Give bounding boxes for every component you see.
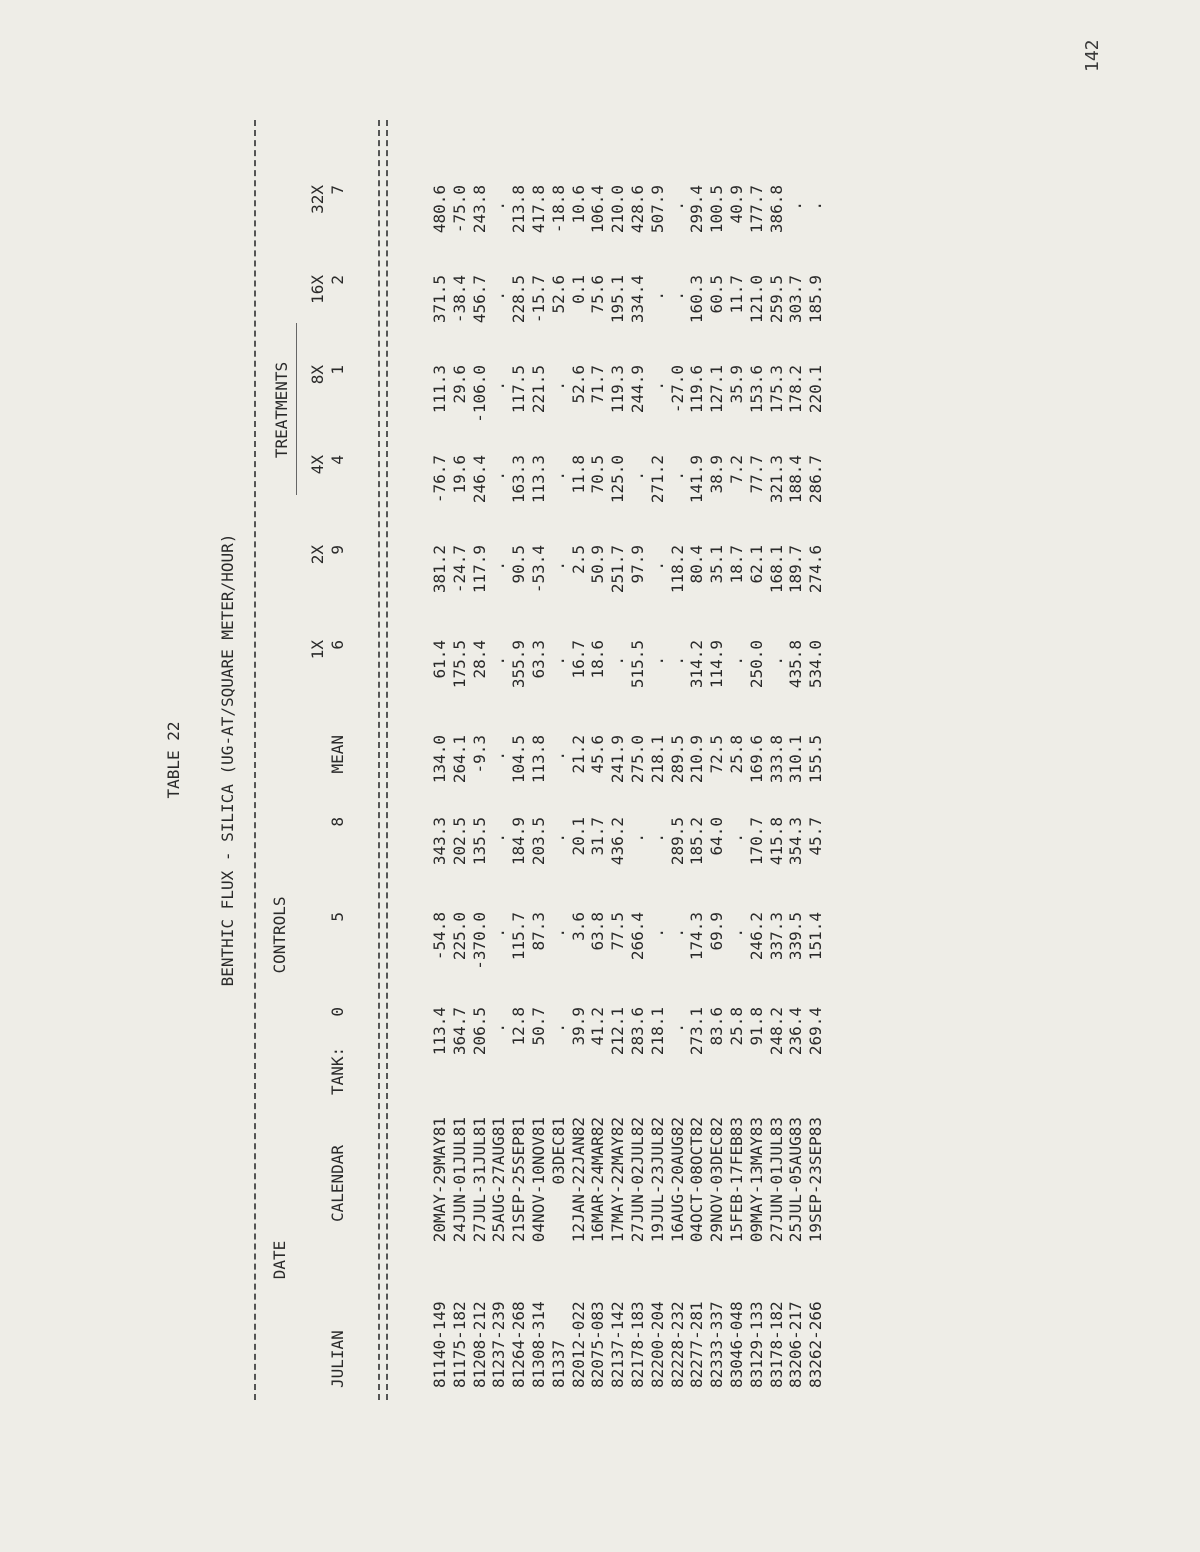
cell-value: . [667,656,687,666]
cell-value: . [647,656,667,666]
cell-value: . [548,656,568,666]
cell-value: -76.7 [430,455,449,504]
cell-value: 271.2 [647,455,667,504]
cell-value: 106.4 [588,185,608,234]
cell-value: 243.8 [469,185,489,234]
cell-julian: 82200-204 [647,1301,667,1388]
cell-value: 10.6 [568,185,588,224]
header-tank-label: TANK: [328,1046,347,1095]
header-rule-2 [386,120,388,1400]
cell-value: 225.0 [449,912,469,961]
cell-value: 2.5 [568,545,588,574]
cell-value: 100.5 [707,185,727,234]
cell-value: 50.7 [529,1007,548,1046]
cell-value: 195.1 [608,275,628,324]
cell-value: 91.8 [746,1007,766,1046]
cell-value: . [489,928,509,938]
cell-value: . [667,201,687,211]
cell-value: . [667,471,687,481]
cell-value: 339.5 [786,912,806,961]
cell-value: 135.5 [469,817,489,866]
header-julian: JULIAN [328,1330,347,1388]
cell-value: 160.3 [687,275,707,324]
cell-value: 155.5 [806,735,826,784]
cell-value: 456.7 [469,275,489,324]
cell-value: -38.4 [449,275,469,324]
cell-value: 7.2 [727,455,746,484]
cell-julian: 81175-182 [449,1301,469,1388]
cell-value: -9.3 [469,735,489,774]
cell-value: . [628,471,647,481]
cell-value: 210.0 [608,185,628,234]
cell-value: 20.1 [568,817,588,856]
cell-value: 170.7 [746,817,766,866]
cell-value: . [628,833,647,843]
column-header-tank: 7 [328,185,347,195]
group-header-controls: CONTROLS [270,896,289,974]
cell-value: 119.6 [687,365,707,414]
cell-value: 117.5 [509,365,529,414]
cell-value: 63.8 [588,912,608,951]
cell-value: . [647,291,667,301]
cell-value: 206.5 [469,1007,489,1056]
table-title: TABLE 22 [164,721,183,799]
top-rule [254,120,256,1400]
cell-value: . [608,656,628,666]
cell-value: -18.8 [548,185,568,234]
cell-value: . [806,201,826,211]
cell-julian: 82012-022 [568,1301,588,1388]
cell-calendar: 29NOV-03DEC82 [707,1117,727,1243]
cell-julian: 81140-149 [430,1301,449,1388]
cell-value: 151.4 [806,912,826,961]
cell-value: . [489,833,509,843]
cell-value: 321.3 [766,455,786,504]
cell-value: 3.6 [568,912,588,941]
cell-value: 251.7 [608,545,628,594]
column-header-tank: 2 [328,275,347,285]
column-header-tank: MEAN [328,735,347,774]
cell-value: 221.5 [529,365,548,414]
cell-value: . [489,561,509,571]
group-header-date: DATE [270,1240,289,1280]
cell-value: 28.4 [469,640,489,679]
cell-value: . [548,381,568,391]
cell-value: 333.8 [766,735,786,784]
table-subtitle: BENTHIC FLUX - SILICA (UG-AT/SQUARE METER/HOUR) [218,533,237,987]
cell-value: 178.2 [786,365,806,414]
cell-value: 202.5 [449,817,469,866]
cell-julian: 83129-133 [746,1301,766,1388]
cell-value: . [489,656,509,666]
cell-value: 303.7 [786,275,806,324]
cell-value: 213.8 [509,185,529,234]
cell-value: 188.4 [786,455,806,504]
cell-value: -27.0 [667,365,687,414]
cell-value: 77.7 [746,455,766,494]
cell-value: 212.1 [608,1007,628,1056]
cell-calendar: 25AUG-27AUG81 [489,1117,509,1243]
cell-value: 248.2 [766,1007,786,1056]
cell-value: 218.1 [647,735,667,784]
cell-value: 45.7 [806,817,826,856]
cell-calendar: 27JUN-01JUL83 [766,1117,786,1243]
cell-value: 203.5 [529,817,548,866]
cell-value: 236.4 [786,1007,806,1056]
cell-value: 218.1 [647,1007,667,1056]
cell-value: 64.0 [707,817,727,856]
cell-value: 113.8 [529,735,548,784]
cell-value: . [647,833,667,843]
cell-value: 169.6 [746,735,766,784]
column-header-tank: 6 [328,640,347,650]
cell-value: 118.2 [667,545,687,594]
cell-value: . [489,201,509,211]
cell-value: 21.2 [568,735,588,774]
cell-value: 175.3 [766,365,786,414]
cell-value: 273.1 [687,1007,707,1056]
cell-calendar: 12JAN-22JAN82 [568,1117,588,1243]
cell-calendar: 16AUG-20AUG82 [667,1117,687,1243]
cell-value: 12.8 [509,1007,529,1046]
cell-value: 11.8 [568,455,588,494]
cell-value: 18.6 [588,640,608,679]
cell-value: 87.3 [529,912,548,951]
cell-value: 52.6 [548,275,568,314]
cell-value: 289.5 [667,735,687,784]
cell-value: 83.6 [707,1007,727,1046]
cell-value: 274.6 [806,545,826,594]
cell-value: 244.9 [628,365,647,414]
cell-julian: 82333-337 [707,1301,727,1388]
header-rule-1 [378,120,380,1400]
rotated-table [160,120,1160,1400]
cell-julian: 83262-266 [806,1301,826,1388]
cell-value: . [548,751,568,761]
cell-value: 334.4 [628,275,647,324]
cell-value: . [667,1023,687,1033]
cell-value: 115.7 [509,912,529,961]
cell-value: 354.3 [786,817,806,866]
cell-value: 35.1 [707,545,727,584]
cell-calendar: 16MAR-24MAR82 [588,1117,608,1243]
cell-value: 72.5 [707,735,727,774]
cell-value: 69.9 [707,912,727,951]
cell-julian: 81337 [548,1339,568,1388]
cell-value: 11.7 [727,275,746,314]
cell-value: 220.1 [806,365,826,414]
cell-value: 38.9 [707,455,727,494]
treatments-underline [296,323,297,495]
cell-value: 415.8 [766,817,786,866]
cell-value: 119.3 [608,365,628,414]
cell-value: 114.9 [707,640,727,689]
cell-value: 111.3 [430,365,449,414]
column-header-tank: 5 [328,912,347,922]
cell-value: -370.0 [469,912,489,970]
column-header-top: 2X [308,545,327,565]
column-header-top: 16X [308,275,327,304]
column-header-top: 1X [308,640,327,660]
cell-value: . [489,291,509,301]
cell-value: 534.0 [806,640,826,689]
column-header-tank: 8 [328,817,347,827]
cell-value: 228.5 [509,275,529,324]
cell-value: 61.4 [430,640,449,679]
cell-value: 289.5 [667,817,687,866]
cell-calendar: 25JUL-05AUG83 [786,1117,806,1243]
cell-value: 45.6 [588,735,608,774]
cell-value: 62.1 [746,545,766,584]
cell-value: 184.9 [509,817,529,866]
cell-calendar: 15FEB-17FEB83 [727,1117,746,1243]
cell-value: 141.9 [687,455,707,504]
cell-value: -53.4 [529,545,548,594]
column-header-tank: 9 [328,545,347,555]
cell-julian: 81208-212 [469,1301,489,1388]
cell-value: . [489,751,509,761]
cell-value: 386.8 [766,185,786,234]
cell-value: 50.9 [588,545,608,584]
cell-value: -15.7 [529,275,548,324]
cell-calendar: 17MAY-22MAY82 [608,1117,628,1243]
cell-value: 41.2 [588,1007,608,1046]
cell-value: 283.6 [628,1007,647,1056]
page-number: 142 [1082,39,1103,72]
cell-value: 163.3 [509,455,529,504]
cell-value: 299.4 [687,185,707,234]
cell-julian: 82137-142 [608,1301,628,1388]
cell-calendar: 19JUL-23JUL82 [647,1117,667,1243]
column-header-tank: 4 [328,455,347,465]
cell-value: -75.0 [449,185,469,234]
cell-value: 19.6 [449,455,469,494]
cell-julian: 83178-182 [766,1301,786,1388]
cell-value: 134.0 [430,735,449,784]
cell-value: 264.1 [449,735,469,784]
cell-value: 314.2 [687,640,707,689]
cell-julian: 82277-281 [687,1301,707,1388]
cell-value: 310.1 [786,735,806,784]
cell-value: 428.6 [628,185,647,234]
cell-value: 275.0 [628,735,647,784]
column-header-tank: 0 [328,1007,347,1017]
cell-value: 16.7 [568,640,588,679]
cell-value: 35.9 [727,365,746,404]
cell-value: 29.6 [449,365,469,404]
cell-value: 18.7 [727,545,746,584]
cell-value: . [727,928,746,938]
cell-value: -24.7 [449,545,469,594]
cell-value: . [548,471,568,481]
column-header-top: 8X [308,365,327,385]
cell-julian: 81237-239 [489,1301,509,1388]
cell-value: 113.3 [529,455,548,504]
cell-value: . [786,201,806,211]
cell-julian: 82075-083 [588,1301,608,1388]
group-header-treatments: TREATMENTS [272,361,291,459]
cell-value: 250.0 [746,640,766,689]
cell-value: 175.5 [449,640,469,689]
cell-value: . [489,471,509,481]
cell-value: . [727,833,746,843]
header-calendar: CALENDAR [328,1144,347,1222]
cell-calendar: 24JUN-01JUL81 [449,1117,469,1243]
cell-value: 210.9 [687,735,707,784]
cell-value: . [489,1023,509,1033]
cell-julian: 83046-048 [727,1301,746,1388]
column-header-top: 4X [308,455,327,475]
cell-julian: 81308-314 [529,1301,548,1388]
cell-value: 507.9 [647,185,667,234]
cell-value: 355.9 [509,640,529,689]
cell-value: 40.9 [727,185,746,224]
cell-value: 436.2 [608,817,628,866]
cell-value: 364.7 [449,1007,469,1056]
cell-value: 39.9 [568,1007,588,1046]
cell-value: 117.9 [469,545,489,594]
cell-calendar: 09MAY-13MAY83 [746,1117,766,1243]
cell-value: 125.0 [608,455,628,504]
column-header-top: 32X [308,185,327,214]
cell-value: . [548,1023,568,1033]
cell-julian: 81264-268 [509,1301,529,1388]
cell-value: 286.7 [806,455,826,504]
cell-value: 343.3 [430,817,449,866]
cell-julian: 83206-217 [786,1301,806,1388]
cell-value: 60.5 [707,275,727,314]
cell-julian: 82228-232 [667,1301,687,1388]
cell-calendar: 04OCT-08OCT82 [687,1117,707,1243]
cell-value: -54.8 [430,912,449,961]
cell-value: 177.7 [746,185,766,234]
cell-value: 97.9 [628,545,647,584]
cell-value: . [548,928,568,938]
cell-value: 90.5 [509,545,529,584]
cell-value: 31.7 [588,817,608,856]
cell-value: 168.1 [766,545,786,594]
cell-value: 80.4 [687,545,707,584]
cell-value: 515.5 [628,640,647,689]
cell-value: . [667,291,687,301]
cell-value: 70.5 [588,455,608,494]
cell-calendar: 27JUL-31JUL81 [469,1117,489,1243]
cell-value: . [647,928,667,938]
cell-julian: 82178-183 [628,1301,647,1388]
cell-value: . [548,833,568,843]
cell-calendar: 20MAY-29MAY81 [430,1117,449,1243]
cell-value: 121.0 [746,275,766,324]
cell-value: 480.6 [430,185,449,234]
cell-value: -106.0 [469,365,489,423]
cell-value: 52.6 [568,365,588,404]
cell-value: . [727,656,746,666]
cell-value: 269.4 [806,1007,826,1056]
cell-value: 75.6 [588,275,608,314]
cell-value: 63.3 [529,640,548,679]
cell-value: 259.5 [766,275,786,324]
cell-value: 174.3 [687,912,707,961]
cell-value: 417.8 [529,185,548,234]
cell-value: 0.1 [568,275,588,304]
cell-value: 435.8 [786,640,806,689]
cell-value: . [489,381,509,391]
cell-value: . [548,561,568,571]
cell-value: 381.2 [430,545,449,594]
column-header-tank: 1 [328,365,347,375]
cell-value: 104.5 [509,735,529,784]
cell-value: 246.2 [746,912,766,961]
cell-value: 113.4 [430,1007,449,1056]
cell-calendar: 27JUN-02JUL82 [628,1117,647,1243]
cell-value: 189.7 [786,545,806,594]
cell-value: 153.6 [746,365,766,414]
cell-value: 185.9 [806,275,826,324]
cell-value: 25.8 [727,1007,746,1046]
cell-value: 246.4 [469,455,489,504]
cell-calendar: 19SEP-23SEP83 [806,1117,826,1243]
cell-calendar: 04NOV-10NOV81 [529,1117,548,1243]
cell-value: 266.4 [628,912,647,961]
cell-calendar: 21SEP-25SEP81 [509,1117,529,1243]
cell-value: 77.5 [608,912,628,951]
cell-value: . [647,381,667,391]
cell-value: . [647,561,667,571]
cell-value: . [667,928,687,938]
cell-value: 71.7 [588,365,608,404]
cell-value: 127.1 [707,365,727,414]
cell-value: 337.3 [766,912,786,961]
cell-calendar: 03DEC81 [548,1117,568,1185]
cell-value: 371.5 [430,275,449,324]
cell-value: 185.2 [687,817,707,866]
cell-value: 25.8 [727,735,746,774]
cell-value: . [766,656,786,666]
cell-value: 241.9 [608,735,628,784]
